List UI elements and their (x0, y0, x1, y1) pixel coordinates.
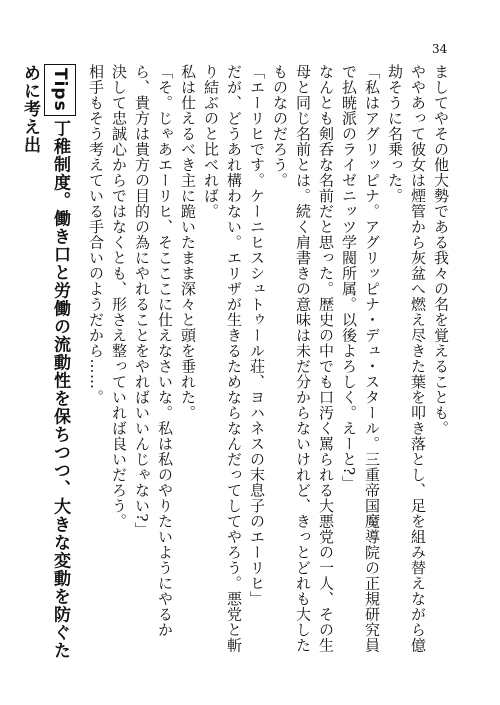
paragraph: 「エーリヒです。ケーニヒスシュトゥール荘、ヨハネスの末息子のエーリヒ」 (248, 64, 266, 607)
page-number: 34 (432, 42, 448, 56)
tips-note (20, 64, 76, 664)
paragraph: 決して忠誠心からではなくとも、形さえ整っていれば良いだろう。 (110, 64, 128, 529)
paragraph: 私は仕えるべき主に跪いたまま深々と頭を垂れた。 (179, 64, 197, 421)
tips-label: Tips (44, 64, 76, 116)
paragraph: 相手もそう考えている手合いのようだから……。 (87, 64, 105, 405)
paragraph: 「そ。じゃあエーリヒ、そこここに仕えなさいな。私は私のやりたいようにやるから、貴方は貴方の目的の為にやれることをやればいいんじゃない?」 (133, 64, 174, 638)
paragraph: ややあって彼女は煙管から灰盆へ燃え尽きた葉を叩き落とし、足を組み替えながら億劫そうに名乗った。 (386, 64, 427, 653)
paragraph: だが、どうあれ構わない。エリザが生きるためならなんだってしてやろう。悪党と斬り結ぶのと比べれば。 (202, 64, 243, 653)
main-text (80, 64, 452, 664)
paragraph: ましてやその他大勢である我々の名を覚えることも。 (432, 64, 450, 436)
tips-text: 丁稚制度。働き口と労働の流動性を保ちつつ、大きな変動を防ぐために考え出 (20, 64, 70, 660)
paragraph: なんとも剣呑な名前だと思った。歴史の中でも口汚く罵られる大悪党の一人、その生母と同じ名前とは。続く肩書きの意味は未だ分からないけれど、きっとどれも大したものなのだろう。 (271, 64, 335, 653)
paragraph: 「私はアグリッピナ。アグリッピナ・デュ・スタール。三重帝国魔導院の正規研究員で払暁派のライゼニッツ学閥所属。以後よろしく。えーと?」 (340, 64, 381, 653)
